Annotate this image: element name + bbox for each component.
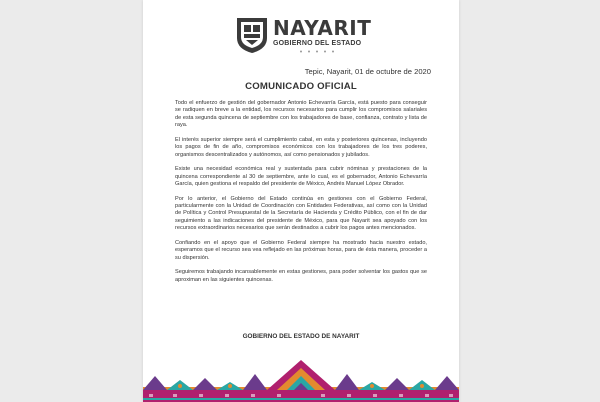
government-logo [235, 14, 375, 58]
closing-signature: GOBIERNO DEL ESTADO DE NAYARIT [242, 333, 360, 340]
document-body [175, 100, 427, 291]
paragraph: Confiando en el apoyo que el Gobierno Federal siempre ha mostrado hacia nuestro estado, esperamos que el recurso sea vea reflejado en las próximas horas, para de ésta manera, proceder a su dispersión. [175, 239, 427, 261]
paragraph: Todo el enfuerzo de gestión del gobernador Antonio Echevarría García, está puesto para conseguir se radiquen en breve a la entidad, los recursos necesarios para cumplir los compromisos salariales de esta segunda quincena de septiembre con los trabajadores de base, confianza, contrato y lista de raya. [175, 100, 427, 129]
paragraph: Seguiremos trabajando incansablemente en estas gestiones, para poder solventar los gastos que se aproximan en las siguientes quincenas. [175, 269, 427, 283]
brand-subtitle: GOBIERNO DEL ESTADO [273, 40, 362, 47]
place-date: Tepic, Nayarit, 01 de octubre de 2020 [304, 67, 431, 76]
brand-name: NAYARIT [273, 16, 372, 40]
paragraph: El interés superior siempre será el cumplimiento cabal, en esta y posteriores quincenas, incluyendo los pagos de fin de año, compromisos económicos con los trabajadores de los tres poderes, organismos descentralizados y autónomos, así como pensionados y jubilados. [175, 136, 427, 158]
paragraph: Por lo anterior, el Gobierno del Estado continúa en gestiones con el Gobierno Federal, particularmente con la Unidad de Coordinación con Entidades Federativas, así como con la Unidad de Política y Control Presupuestal de la Secretaría de Hacienda y Crédito Público, con el fin de dar seguimiento a las indicaciones del presidente de México, para que Nayarit sea apoyado con los recursos extraordinarios necesarios que serán destinados a cubrir los pagos antes mencionados. [175, 195, 427, 232]
decorative-border [143, 356, 459, 402]
document-title: COMUNICADO OFICIAL [245, 81, 357, 92]
paragraph: Existe una necesidad económica real y sustentada para cubrir nóminas y prestaciones de la quincena correspondiente al 30 de septiembre, ante lo cual, es el gobernador, Antonio Echevarría García, quien gestiona el respaldo del presidente de México, Andrés Manuel López Obrador. [175, 166, 427, 188]
brand-dots-decoration [297, 50, 337, 53]
state-seal-icon [235, 16, 269, 54]
document-page [143, 0, 459, 402]
